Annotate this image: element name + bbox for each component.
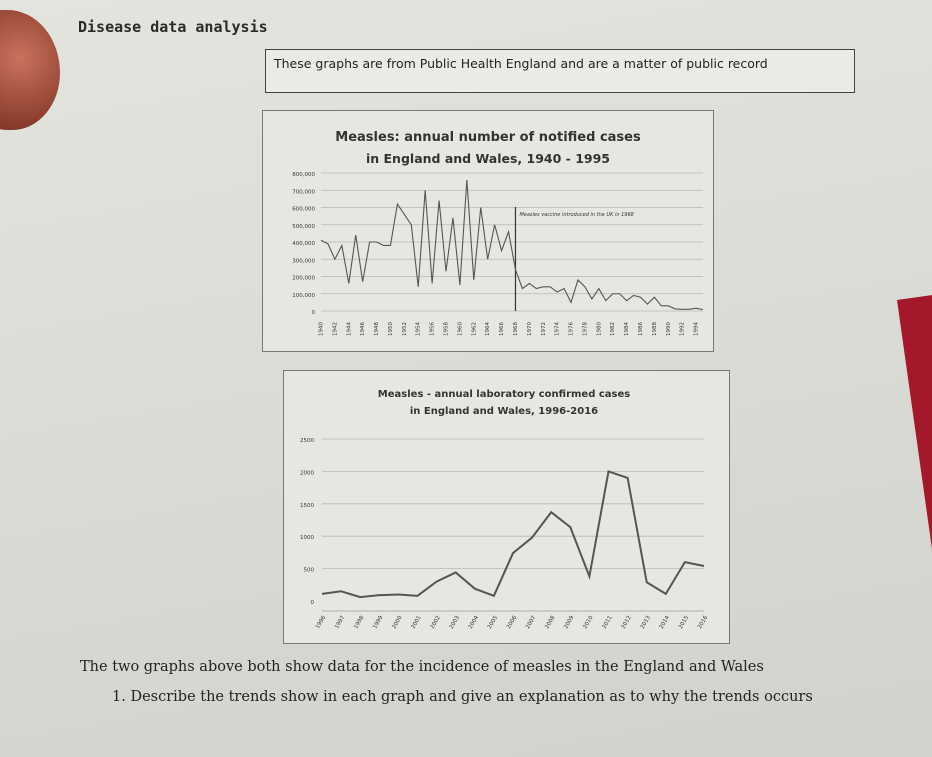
chart1-series-line [321, 180, 703, 310]
chart2-y-tick-label: 500 [303, 567, 314, 574]
chart2-y-tick-label: 2000 [300, 470, 314, 477]
chart1-subtitle: in England and Wales, 1940 - 1995 [365, 151, 611, 166]
chart2-x-tick-label: 2011 [601, 614, 614, 631]
chart1-x-tick-label: 1966 [499, 322, 506, 336]
intro-box: These graphs are from Public Health England and are a matter of public record [265, 49, 855, 93]
chart2-series-line [322, 471, 704, 597]
chart1-x-tick-label: 1994 [693, 322, 700, 336]
chart2-x-tick-label: 2004 [467, 614, 481, 631]
chart1-x-tick-label: 1974 [554, 322, 561, 336]
chart1-x-tick-label: 1962 [471, 322, 478, 336]
chart1-x-tick-label: 1946 [360, 322, 367, 336]
chart1-x-tick-label: 1986 [637, 322, 644, 336]
chart2-x-tick-label: 2013 [639, 614, 652, 631]
chart1-x-tick-label: 1988 [651, 322, 658, 336]
chart1-x-tick-label: 1978 [582, 322, 589, 336]
chart1-y-tick-label: 400,000 [292, 241, 315, 247]
chart1-y-tick-label: 800,000 [292, 172, 315, 178]
chart1-x-tick-label: 1984 [624, 322, 631, 336]
chart2-x-tick-label: 2001 [410, 614, 423, 631]
chart1-y-tick-label: 100,000 [292, 292, 315, 299]
chart1-x-tick-label: 1956 [429, 322, 436, 336]
chart2-y-tick-label: 0 [310, 600, 314, 606]
chart1-x-tick-label: 1972 [540, 322, 547, 336]
chart1-x-tick-label: 1964 [485, 322, 492, 336]
chart2-x-tick-label: 2010 [582, 614, 595, 631]
chart-confirmed-cases [283, 370, 730, 644]
chart1-x-tick-label: 1982 [610, 322, 617, 336]
chart2-x-tick-label: 2008 [544, 614, 557, 631]
chart2-x-tick-label: 1996 [315, 614, 328, 631]
chart1-x-tick-label: 1940 [318, 322, 325, 336]
chart2-y-tick-label: 1500 [300, 502, 314, 509]
chart1-y-tick-label: 500,000 [292, 223, 315, 230]
chart2-y-tick-label: 2500 [300, 438, 314, 444]
chart1-x-tick-label: 1976 [568, 322, 575, 336]
chart1-x-tick-label: 1968 [512, 322, 519, 336]
chart2-x-tick-label: 2012 [620, 614, 633, 631]
chart1-x-tick-label: 1958 [443, 322, 450, 336]
chart2-y-tick-label: 1000 [300, 535, 314, 542]
chart1-x-tick-label: 1954 [415, 322, 422, 336]
chart2-x-tick-label: 2002 [429, 614, 442, 631]
chart2-x-tick-label: 2005 [486, 614, 500, 631]
chart1-y-tick-label: 300,000 [292, 258, 315, 265]
chart1-y-tick-label: 700,000 [292, 189, 315, 196]
chart-notified-cases [262, 110, 714, 352]
chart2-x-tick-label: 2015 [677, 614, 691, 631]
chart1-x-tick-label: 1942 [332, 322, 339, 336]
chart2-x-tick-label: 2000 [391, 614, 404, 631]
chart1-title: Measles: annual number of notified cases [335, 130, 641, 145]
chart1-x-tick-label: 1970 [526, 322, 533, 336]
chart2-x-tick-label: 2009 [563, 614, 576, 631]
chart2-x-tick-label: 1998 [353, 614, 366, 631]
chart1-x-tick-label: 1944 [346, 322, 353, 336]
chart1-x-tick-label: 1950 [387, 322, 394, 336]
summary-text: The two graphs above both show data for the incidence of measles in the England and Wales [80, 659, 764, 675]
chart1-x-tick-label: 1992 [679, 322, 686, 336]
chart2-x-tick-label: 2003 [448, 614, 461, 631]
chart2-x-tick-label: 2006 [506, 614, 519, 631]
chart1-x-tick-label: 1948 [374, 322, 381, 336]
question-1: 1. Describe the trends show in each graph and give an explanation as to why the trends occurs [112, 689, 813, 705]
chart1-y-tick-label: 0 [311, 310, 315, 316]
chart1-x-tick-label: 1980 [596, 322, 603, 336]
chart1-x-tick-label: 1990 [665, 322, 672, 336]
chart2-subtitle: in England and Wales, 1996-2016 [409, 406, 599, 417]
chart2-x-tick-label: 2014 [658, 614, 672, 631]
chart-notified-cases-svg [263, 111, 713, 351]
chart2-x-tick-label: 1999 [372, 614, 385, 631]
chart1-annotation: Measles vaccine introduced in the UK in 1968 [519, 212, 634, 218]
chart-confirmed-cases-svg [284, 371, 729, 643]
chart1-x-tick-label: 1960 [457, 322, 464, 336]
chart1-x-tick-label: 1952 [401, 322, 408, 336]
chart2-x-tick-label: 2016 [697, 614, 710, 631]
chart2-x-tick-label: 2007 [525, 614, 538, 631]
chart1-y-tick-label: 200,000 [292, 275, 315, 282]
document-title: Disease data analysis [78, 18, 268, 36]
chart2-x-tick-label: 1997 [334, 614, 347, 631]
chart1-y-tick-label: 600,000 [292, 206, 315, 213]
chart2-title: Measles - annual laboratory confirmed cases [377, 389, 631, 400]
